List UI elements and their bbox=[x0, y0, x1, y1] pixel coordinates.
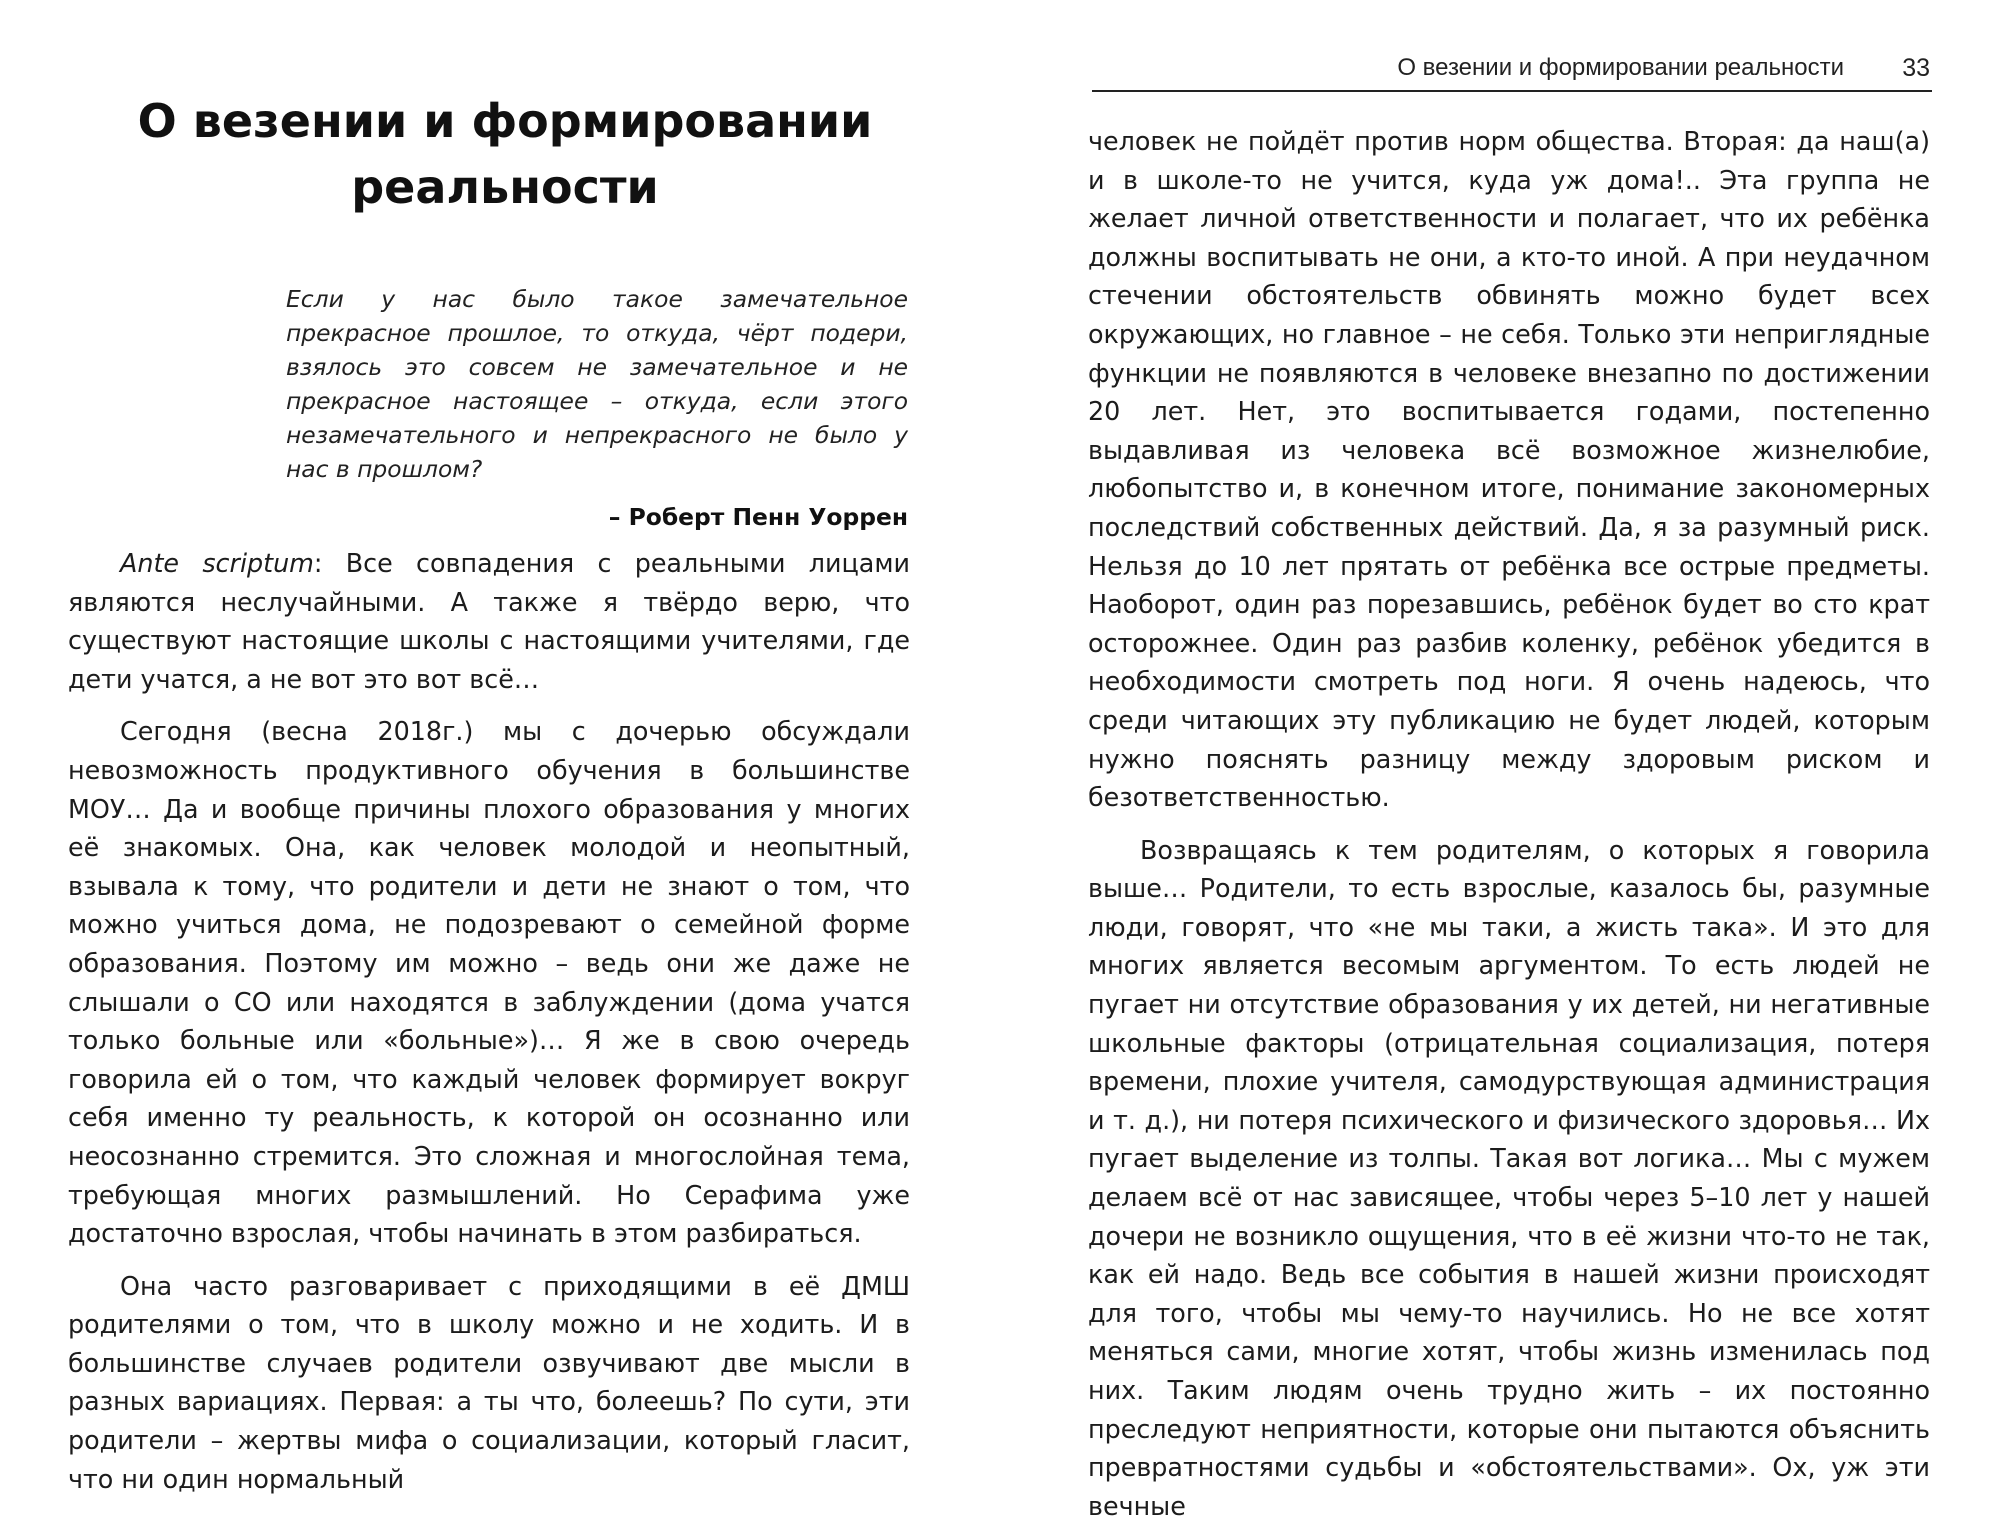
left-page bbox=[0, 0, 1000, 1529]
paragraph-continuation: человек не пойдёт против норм общества. Вторая: да наш(а) и в школе-то не учится, куда уж дома!.. Эта группа не желает личной ответственности и полагает, что их ребёнка должны воспитывать не они, а кто-то иной. А при неудачном стечении обстоятельств обвинять можно будет всех окружающих, но главное – не себя. Только эти неприглядные функции не появляются в человеке внезапно по достижении 20 лет. Нет, это воспитывается годами, постепенно выдавливая из человека всё возможное жизнелюбие, любопытство и, в конечном итоге, понимание закономерных последствий собственных действий. Да, я за разумный риск. Нельзя до 10 лет прятать от ребёнка все острые предметы. Наоборот, один раз порезавшись, ребёнок будет во сто крат осторожнее. Один раз разбив коленку, ребёнок убедится в необходимости смотреть под ноги. Я очень надеюсь, что среди читающих эту публикацию не будет людей, которым нужно пояснять разницу между здоровым риском и безответственностью. bbox=[1088, 126, 1930, 813]
ante-scriptum-paragraph bbox=[68, 544, 910, 698]
running-head bbox=[1092, 50, 1932, 92]
right-body-text bbox=[1088, 122, 1930, 1539]
paragraph: Она часто разговаривает с приходящими в её ДМШ родителями о том, что в школу можно и не ходить. И в большинстве случаев родители озвучивают две мысли в разных вариациях. Первая: а ты что, болеешь? По сути, эти родители – жертвы мифа о социализации, который гласит, что ни один нормальный bbox=[68, 1270, 910, 1494]
epigraph bbox=[286, 282, 908, 531]
page-number: 33 bbox=[1902, 54, 1930, 82]
ante-scriptum-label: Ante scriptum bbox=[120, 548, 314, 578]
epigraph-author: – Роберт Пенн Уоррен bbox=[608, 503, 908, 531]
chapter-title: О везении и формировании реальности bbox=[137, 94, 873, 214]
paragraph: Сегодня (весна 2018г.) мы с дочерью обсуждали невозможность продуктивного обучения в большинстве МОУ… Да и вообще причины плохого образования у многих её знакомых. Она, как человек молодой и неопытный, взывала к тому, что родители и дети не знают о том, что можно учиться дома, не подозревают о семейной форме образования. Поэтому им можно – ведь они же даже не слышали о СО или находятся в заблуждении (дома учатся только больные или «больные»)… Я же в свою очередь говорила ей о том, что каждый человек формирует вокруг себя именно ту реальность, к которой он осознанно или неосознанно стремится. Это сложная и многослойная тема, требующая многих размышлений. Но Серафима уже достаточно взрослая, чтобы начинать в этом разбираться. bbox=[68, 716, 910, 1249]
paragraph: Возвращаясь к тем родителям, о которых я говорила выше… Родители, то есть взрослые, казалось бы, разумные люди, говорят, что «не мы таки, а жисть така». И это для многих является весомым аргументом. То есть людей не пугает ни отсутствие образования у их детей, ни негативные школьные факторы (отрицательная социализация, потеря времени, плохие учителя, самодурствующая администрация и т. д.), ни потеря психического и физического здоровья… Их пугает выделение из толпы. Такая вот логика… Мы с мужем делаем всё от нас зависящее, чтобы через 5–10 лет у нашей дочери не возникло ощущения, что в её жизни что-то не так, как ей надо. Ведь все события в нашей жизни происходят для того, чтобы мы чему-то научились. Но не все хотят меняться сами, многие хотят, чтобы жизнь изменилась под них. Таким людям очень трудно жить – их постоянно преследуют неприятности, которые они пытаются объяснить превратностями судьбы и «обстоятельствами». Ох, уж эти вечные bbox=[1088, 834, 1930, 1521]
left-body-text bbox=[68, 544, 910, 1512]
epigraph-text: Если у нас было такое замечательное прекрасное прошлое, то откуда, чёрт подери, взялось это совсем не замечательное и не прекрасное настоящее – откуда, если этого незамечательного и непрекрасного не было у нас в прошлом? bbox=[286, 285, 908, 483]
ante-scriptum-text: : Все совпадения с реальными лицами являются неслучайными. А также я твёрдо верю, что существуют настоящие школы с настоящими учителями, где дети учатся, а не вот это вот всё… bbox=[68, 548, 910, 694]
right-page bbox=[1000, 0, 2000, 1529]
running-title: О везении и формировании реальности bbox=[1397, 54, 1844, 81]
